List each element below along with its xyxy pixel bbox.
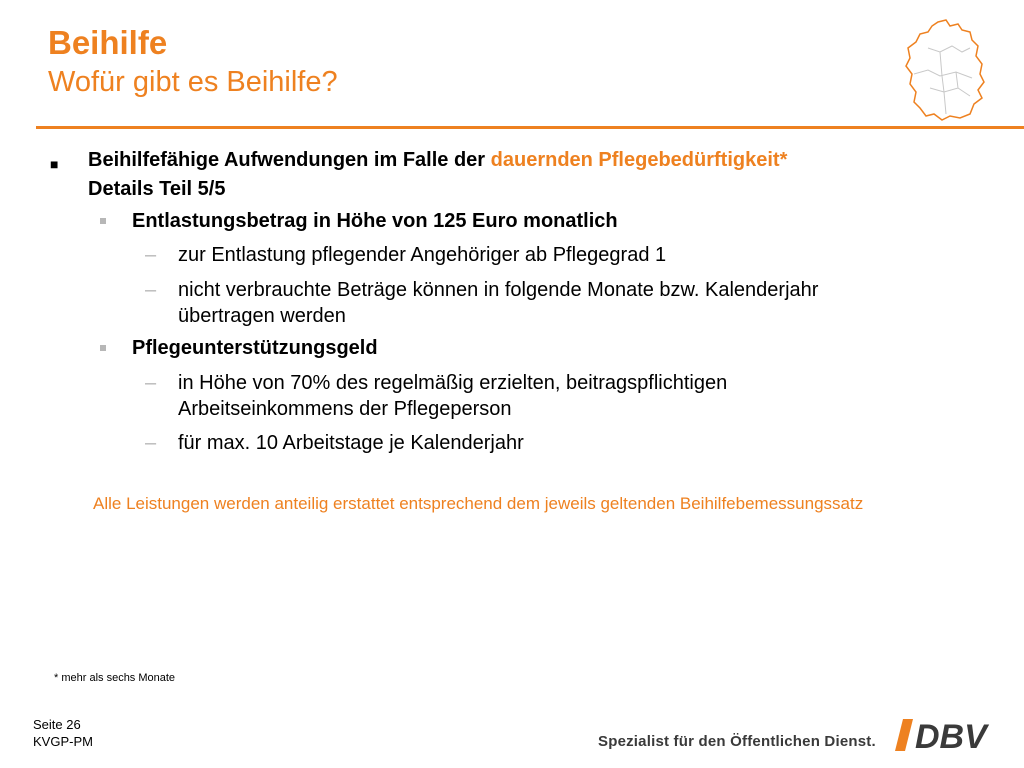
page-title: Beihilfe: [48, 24, 168, 61]
logo-text: DBV: [915, 718, 987, 755]
page-code: KVGP-PM: [33, 734, 93, 749]
page-number: Seite 26: [33, 717, 81, 732]
dbv-logo-icon: [893, 715, 1003, 755]
summary-note: Alle Leistungen werden anteilig erstattet entsprechend dem jeweils geltenden Beihilfebemessungssatz: [93, 494, 864, 513]
main-bullet-line2: Details Teil 5/5: [88, 178, 226, 200]
footnote: * mehr als sechs Monate: [54, 672, 176, 684]
dash-bullet-icon: –: [145, 244, 157, 266]
section-heading: Pflegeunterstützungsgeld: [132, 337, 378, 359]
dash-bullet-icon: –: [145, 372, 157, 394]
list-item: nicht verbrauchte Beträge können in folgende Monate bzw. Kalenderjahr: [178, 279, 819, 301]
list-item-continuation: übertragen werden: [178, 305, 346, 327]
main-bullet-highlight: dauernden Pflegebedürftigkeit*: [490, 149, 788, 171]
header-divider: [36, 126, 1024, 129]
list-item: für max. 10 Arbeitstage je Kalenderjahr: [178, 432, 524, 454]
main-bullet: [88, 148, 787, 173]
list-item-continuation: Arbeitseinkommens der Pflegeperson: [178, 398, 512, 420]
section-heading: Entlastungsbetrag in Höhe von 125 Euro monatlich: [132, 210, 618, 232]
small-square-bullet-icon: [100, 345, 106, 351]
main-bullet-text: Beihilfefähige Aufwendungen im Falle der: [88, 149, 491, 171]
dash-bullet-icon: –: [145, 279, 157, 301]
dash-bullet-icon: –: [145, 432, 157, 454]
page-subtitle: Wofür gibt es Beihilfe?: [48, 66, 338, 98]
square-bullet-icon: ■: [50, 156, 59, 172]
small-square-bullet-icon: [100, 218, 106, 224]
list-item: zur Entlastung pflegender Angehöriger ab Pflegegrad 1: [178, 244, 667, 266]
list-item: in Höhe von 70% des regelmäßig erzielten, beitragspflichtigen: [178, 372, 728, 394]
company-slogan: Spezialist für den Öffentlichen Dienst.: [598, 733, 876, 750]
germany-map-icon: [900, 18, 988, 122]
